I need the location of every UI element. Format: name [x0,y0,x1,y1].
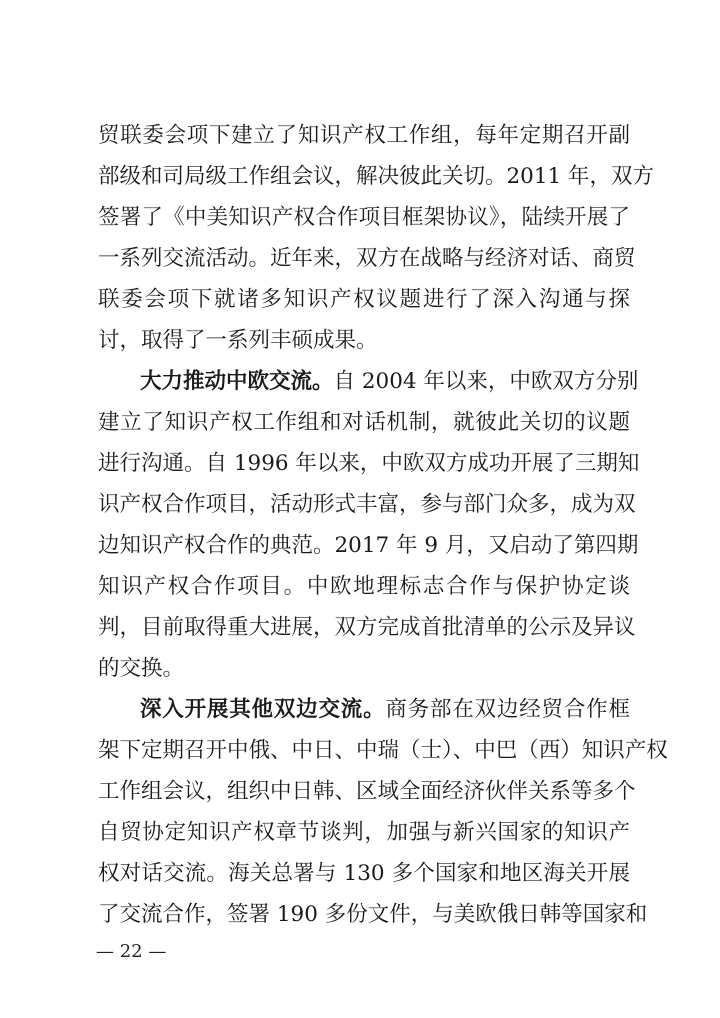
paragraph-2-line-1-text: 自 2004 年以来，中欧双方分别 [333,369,639,394]
paragraph-2-line-7: 判，目前取得重大进展，双方完成首批清单的公示及异议 [98,615,636,640]
paragraph-1-line-5: 联委会项下就诸多知识产权议题进行了深入沟通与探 [98,287,630,312]
paragraph-3-line-1 [140,694,630,726]
paragraph-2-heading: 大力推动中欧交流。 [140,369,334,394]
paragraph-3-line-2: 架下定期召开中俄、中日、中瑞（士）、中巴（西）知识产权 [98,738,668,763]
paragraph-2-line-3: 进行沟通。自 1996 年以来，中欧双方成功开展了三期知 [98,451,640,476]
paragraph-2-line-2: 建立了知识产权工作组和对话机制，就彼此关切的议题 [98,410,630,435]
paragraph-2-line-4: 识产权合作项目，活动形式丰富，参与部门众多，成为双 [98,492,636,517]
paragraph-1-line-4: 一系列交流活动。近年来，双方在战略与经济对话、商贸 [98,246,636,271]
paragraph-2-line-5: 边知识产权合作的典范。2017 年 9 月，又启动了第四期 [98,533,639,558]
paragraph-1-line-2: 部级和司局级工作组会议，解决彼此关切。2011 年，双方 [98,164,655,189]
paragraph-3-line-4: 自贸协定知识产权章节谈判，加强与新兴国家的知识产 [98,820,630,845]
paragraph-3-line-3: 工作组会议，组织中日韩、区域全面经济伙伴关系等多个 [98,779,636,804]
paragraph-1-line-6: 讨，取得了一系列丰硕成果。 [98,328,378,353]
paragraph-3-heading: 深入开展其他双边交流。 [140,697,386,722]
paragraph-2-line-8: 的交换。 [98,656,185,681]
paragraph-1-line-1: 贸联委会项下建立了知识产权工作组，每年定期召开副 [98,123,630,148]
paragraph-3-line-1-text: 商务部在双边经贸合作框 [385,697,630,722]
page-number: — 22 — [96,941,167,962]
paragraph-2-line-1 [140,366,639,398]
paragraph-3-line-6: 了交流合作，签署 190 多份文件，与美欧俄日韩等国家和 [98,902,648,927]
paragraph-1-line-3: 签署了《中美知识产权合作项目框架协议》，陆续开展了 [98,205,630,230]
paragraph-2-line-6: 知识产权合作项目。中欧地理标志合作与保护协定谈 [98,574,630,599]
paragraph-3-line-5: 权对话交流。海关总署与 130 多个国家和地区海关开展 [98,861,630,886]
